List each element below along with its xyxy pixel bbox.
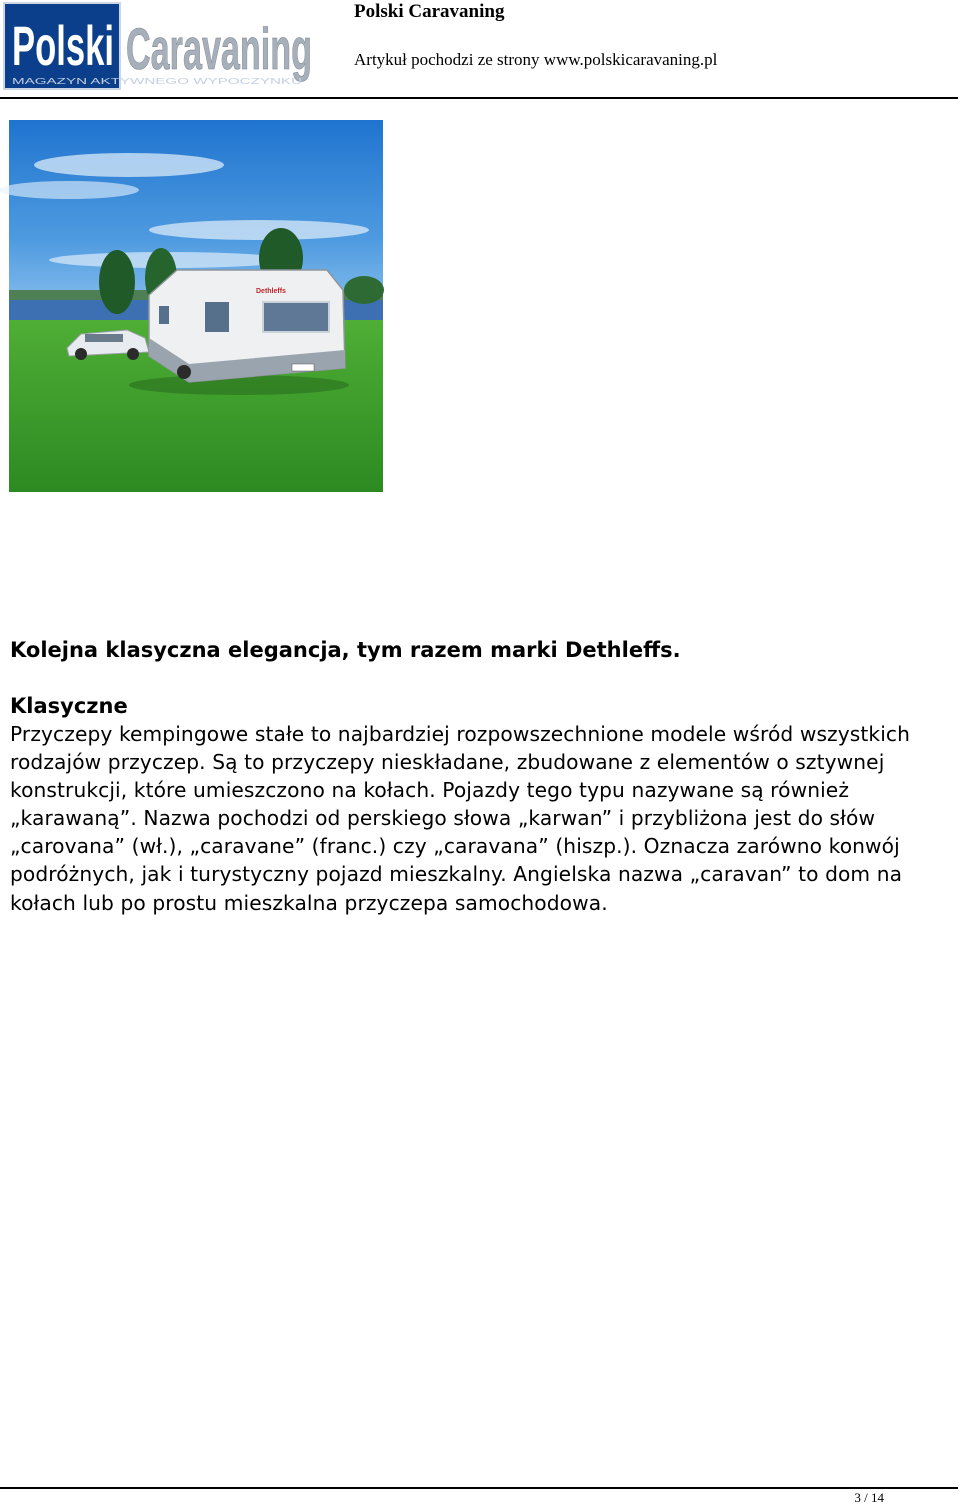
source-line: Artykuł pochodzi ze strony www.polskicaravaning.pl xyxy=(354,50,718,69)
photo-caption: Kolejna klasyczna elegancja, tym razem marki Dethleffs. xyxy=(10,638,681,662)
page-number: 3 / 14 xyxy=(854,1490,884,1505)
site-name: Polski Caravaning xyxy=(354,1,505,22)
article-body: Przyczepy kempingowe stałe to najbardziej rozpowszechnione modele wśród wszystkich rodzajów przyczep. Są to przyczepy nieskładane, zbudowane z elementów o sztywnej konstrukcji, które umieszczono na kołach. Pojazdy tego typu nazywane są również „karawaną”. Nazwa pochodzi od perskiego słowa „karwan” i przybliżona jest do słów „carovana” (wł.), „caravane” (franc.) czy „caravana” (hiszp.). Oznacza zarówno konwój podróżnych, jak i turystyczny pojazd mieszkalny. Angielska nazwa „caravan” to dom na kołach lub po prostu mieszkalna przyczepa samochodowa. xyxy=(10,722,911,915)
footer-divider xyxy=(0,1487,958,1489)
logo-word-polski: Polski xyxy=(12,14,115,77)
logo-word-caravaning: Caravaning xyxy=(126,17,312,82)
polski-caravaning-logo xyxy=(4,3,314,91)
logo-tagline: MAGAZYN AKTYWNEGO WYPOCZYNKU xyxy=(12,77,303,86)
section-title: Klasyczne xyxy=(10,694,128,718)
caravan-brand-label: Dethleffs xyxy=(256,288,286,295)
caravan-photo xyxy=(9,120,383,492)
header-divider xyxy=(0,97,958,99)
